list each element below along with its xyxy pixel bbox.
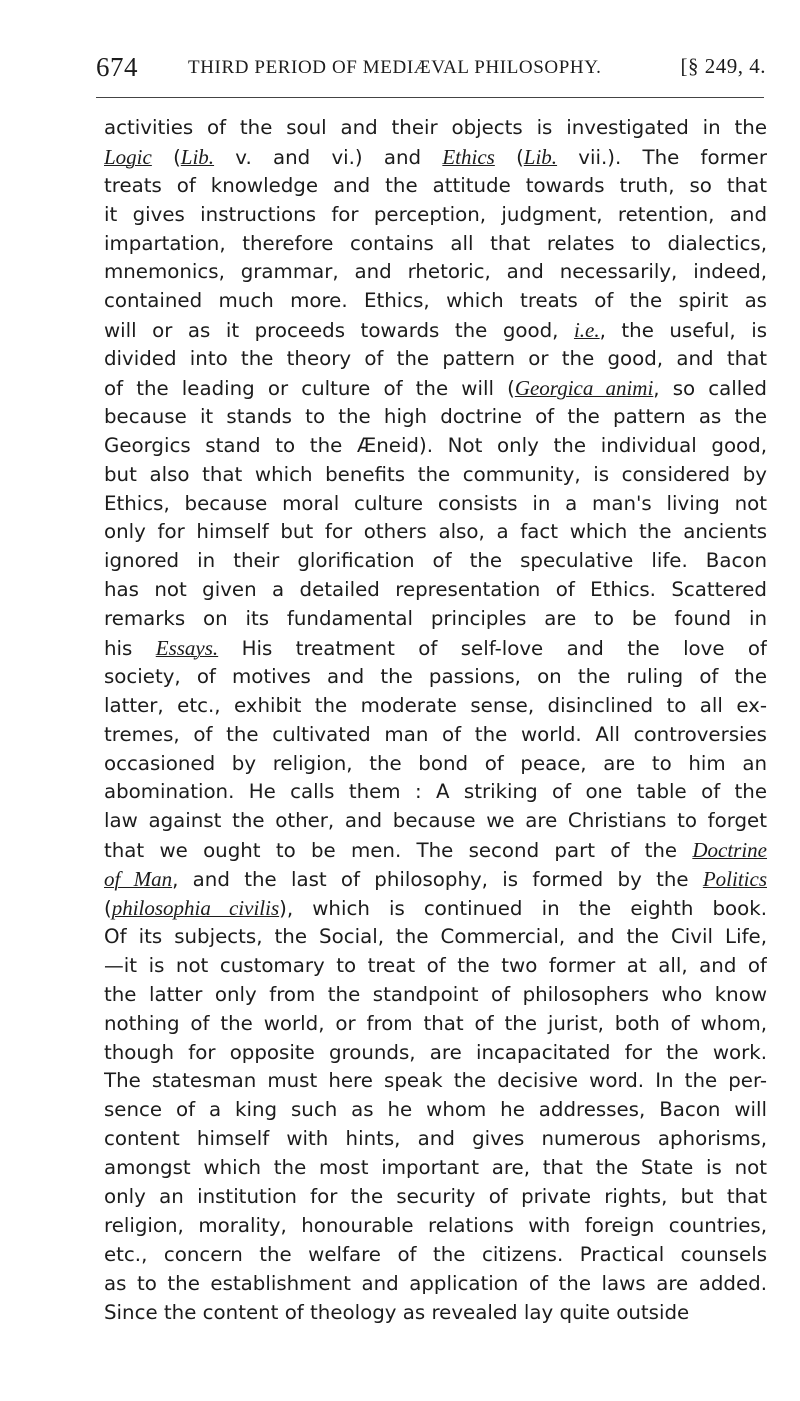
page-number: 674 — [96, 52, 138, 82]
text-segment: , so called — [653, 377, 767, 401]
italic-title-text: Ethics — [442, 144, 495, 169]
text-line — [104, 1096, 767, 1125]
body-text — [104, 114, 767, 1327]
header-rule — [96, 97, 764, 98]
text-segment: Georgics stand to the Æneid). Not only the individual good, — [104, 433, 767, 457]
text-line — [104, 201, 767, 230]
text-line — [104, 143, 767, 172]
text-line — [104, 287, 767, 316]
text-line — [104, 807, 767, 836]
section-reference: [§ 249, 4. — [680, 54, 766, 78]
text-line — [104, 316, 767, 345]
text-line — [104, 836, 767, 865]
text-segment: mnemonics, grammar, and rhetoric, and necessarily, indeed, — [104, 260, 767, 284]
text-line — [104, 721, 767, 750]
text-line — [104, 114, 767, 143]
text-line — [104, 1212, 767, 1241]
text-segment: that we ought to be men. The second part of the — [104, 839, 693, 863]
text-line — [104, 750, 767, 779]
text-line — [104, 981, 767, 1010]
running-head — [96, 52, 766, 84]
running-title: THIRD PERIOD OF MEDIÆVAL PHILOSOPHY. — [188, 57, 602, 78]
text-segment: will or as it proceeds towards the good, — [104, 319, 574, 343]
text-line — [104, 1241, 767, 1270]
text-line — [104, 345, 767, 374]
text-segment: His treatment of self-love and the love of — [218, 637, 767, 661]
text-line — [104, 576, 767, 605]
text-line — [104, 923, 767, 952]
text-segment: divided into the theory of the pattern or the good, and that — [104, 347, 767, 371]
text-segment: latter, etc., exhibit the moderate sense, disinclined to all ex- — [104, 693, 767, 717]
text-line — [104, 490, 767, 519]
italic-title-text: of Man — [104, 867, 173, 892]
text-segment: amongst which the most important are, that the State is not — [104, 1156, 767, 1180]
text-segment: contained much more. Ethics, which treats of the spirit as — [104, 289, 767, 313]
text-segment: nothing of the world, or from that of the jurist, both of whom, — [104, 1011, 767, 1035]
text-segment: vii.). The former — [557, 145, 767, 169]
text-segment: impartation, therefore contains all that relates to dialectics, — [104, 231, 767, 255]
text-line — [104, 952, 767, 981]
text-segment: occasioned by religion, the bond of peace, are to him an — [104, 751, 767, 775]
text-segment: ), which is continued in the eighth book. — [279, 897, 767, 921]
italic-title-text: Politics — [702, 867, 767, 892]
text-segment: has not given a detailed representation of Ethics. Scattered — [104, 578, 767, 602]
text-segment: treats of knowledge and the attitude towards truth, so that — [104, 173, 767, 197]
text-line — [104, 230, 767, 259]
text-line — [104, 1270, 767, 1299]
text-line — [104, 547, 767, 576]
text-segment: sence of a king such as he whom he addresses, Bacon will — [104, 1098, 767, 1122]
text-line — [104, 634, 767, 663]
text-segment: The statesman must here speak the decisive word. In the per- — [104, 1069, 767, 1093]
italic-title-text: Essays. — [155, 636, 219, 661]
text-line — [104, 1154, 767, 1183]
text-segment: etc., concern the welfare of the citizens. Practical counsels — [104, 1242, 767, 1266]
text-segment: v. and vi.) and — [214, 145, 443, 169]
italic-title-text: Lib. — [180, 144, 215, 169]
italic-title-text: Doctrine — [692, 838, 767, 863]
text-line — [104, 1067, 767, 1096]
text-segment: activities of the soul and their objects is investigated in the — [104, 116, 767, 139]
text-segment: content himself with hints, and gives numerous aphorisms, — [104, 1127, 767, 1151]
text-segment: ( — [151, 145, 181, 169]
text-line — [104, 1039, 767, 1068]
text-segment: —it is not customary to treat of the two former at all, and of — [104, 953, 767, 977]
text-line — [104, 403, 767, 432]
text-segment: Of its subjects, the Social, the Commercial, and the Civil Life, — [104, 924, 767, 948]
text-line — [104, 1183, 767, 1212]
text-segment: as to the establishment and application of the laws are added. — [104, 1271, 767, 1295]
text-segment: the latter only from the standpoint of philosophers who know — [104, 982, 767, 1006]
text-line — [104, 605, 767, 634]
text-segment: only an institution for the security of private rights, but that — [104, 1184, 767, 1208]
text-line — [104, 865, 767, 894]
text-segment: tremes, of the cultivated man of the world. All controversies — [104, 722, 767, 746]
text-segment: it gives instructions for perception, judgment, retention, and — [104, 202, 767, 226]
text-segment: of the leading or culture of the will ( — [104, 377, 515, 401]
text-segment: law against the other, and because we are Christians to forget — [104, 809, 767, 833]
italic-title-text: Logic — [104, 144, 152, 169]
text-segment: ignored in their glorification of the speculative life. Bacon — [104, 549, 767, 573]
text-line — [104, 692, 767, 721]
text-line — [104, 374, 767, 403]
text-segment: ( — [494, 145, 524, 169]
text-segment: only for himself but for others also, a fact which the ancients — [104, 520, 767, 544]
text-line — [104, 663, 767, 692]
text-line — [104, 432, 767, 461]
text-segment: his — [104, 637, 156, 661]
text-line — [104, 258, 767, 287]
text-segment: Ethics, because moral culture consists in a man's living not — [104, 491, 767, 515]
text-line — [104, 894, 767, 923]
text-segment: but also that which benefits the community, is considered by — [104, 462, 767, 486]
text-segment: abomination. He calls them : A striking of one table of the — [104, 780, 767, 804]
text-line — [104, 461, 767, 490]
text-segment: though for opposite grounds, are incapacitated for the work. — [104, 1040, 767, 1064]
text-line — [104, 778, 767, 807]
text-line — [104, 518, 767, 547]
text-segment: society, of motives and the passions, on the ruling of the — [104, 664, 767, 688]
text-segment: ( — [104, 897, 112, 921]
text-segment: , the useful, is — [599, 319, 767, 343]
text-line — [104, 1299, 767, 1328]
italic-title-text: Georgica animi — [514, 376, 654, 401]
text-segment: , and the last of philosophy, is formed by the — [172, 868, 703, 892]
text-segment: Since the content of theology as revealed lay quite outside — [104, 1300, 690, 1324]
italic-title-text: Lib. — [523, 144, 558, 169]
text-line — [104, 1010, 767, 1039]
text-segment: religion, morality, honourable relations with foreign countries, — [104, 1213, 767, 1237]
italic-title-text: i.e. — [573, 318, 600, 343]
text-segment: remarks on its fundamental principles are to be found in — [104, 607, 767, 631]
italic-title-text: philosophia civilis — [111, 896, 280, 921]
text-line — [104, 1125, 767, 1154]
text-line — [104, 172, 767, 201]
text-segment: because it stands to the high doctrine of the pattern as the — [104, 404, 767, 428]
